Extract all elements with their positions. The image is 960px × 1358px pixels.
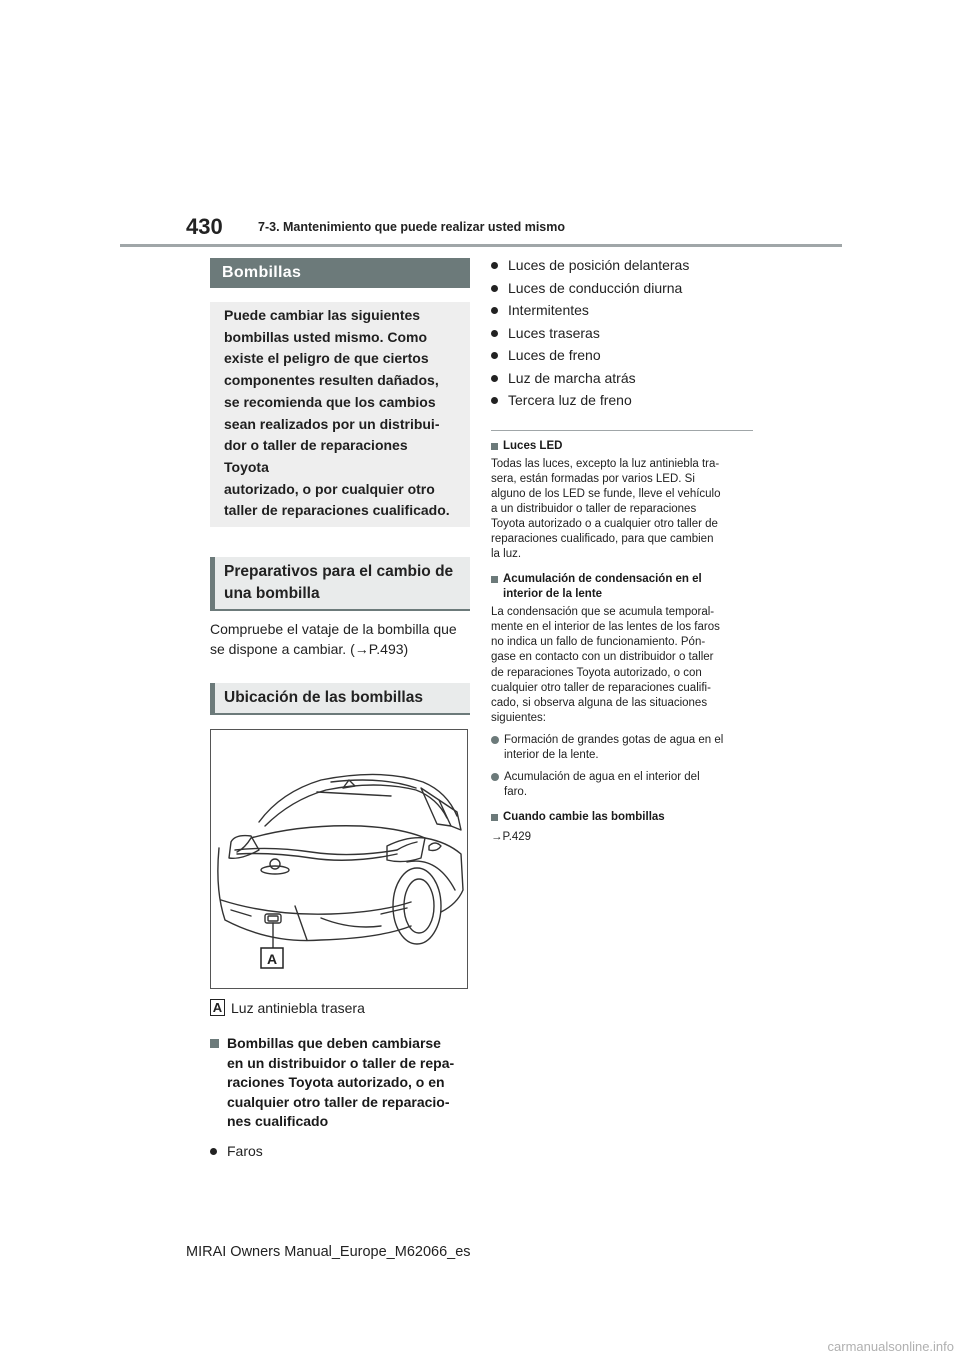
condensation-bullet [491, 770, 753, 800]
page-number: 430 [186, 214, 223, 239]
condensation-bullet [491, 733, 753, 763]
condensation-text-line: de reparaciones Toyota autorizado, o con [491, 666, 702, 679]
notes-divider [491, 430, 753, 431]
caption-text: Luz antiniebla trasera [231, 999, 365, 1016]
car-rear-illustration [211, 730, 467, 988]
bullet-icon [210, 1148, 217, 1155]
dealer-heading-line: raciones Toyota autorizado, o en [227, 1074, 445, 1091]
condensation-text-line: siguientes: [491, 711, 546, 724]
led-text-line: Toyota autorizado o a cualquier otro taller de [491, 517, 718, 530]
section-title-line: Preparativos para el cambio de [224, 563, 454, 581]
list-item [491, 389, 753, 412]
intro-line: componentes resulten dañados, [224, 372, 439, 389]
square-bullet-icon [210, 1039, 219, 1048]
list-item [210, 1140, 470, 1163]
led-text-line: alguno de los LED se funde, lleve el vehículo [491, 487, 721, 500]
bullet-icon [491, 330, 498, 337]
list-item-text: Luces traseras [508, 324, 600, 341]
prep-text-line: se dispone a cambiar. (→P.493) [210, 641, 409, 658]
list-item [491, 344, 753, 367]
figure-caption [210, 999, 470, 1016]
change-heading-text: Cuando cambie las bombillas [503, 811, 665, 824]
condensation-heading-line: Acumulación de condensación en el [503, 573, 702, 586]
change-reference-link[interactable]: →P.429 [491, 831, 532, 844]
list-item [491, 254, 753, 277]
header-rule [120, 244, 842, 247]
led-heading [491, 439, 753, 454]
bullet-icon [491, 307, 498, 314]
led-text-line: a un distribuidor o taller de reparaciones [491, 502, 697, 515]
right-column [491, 254, 753, 845]
footer-manual-name: MIRAI Owners Manual_Europe_M62066_es [186, 1244, 471, 1260]
list-item-text: Intermitentes [508, 302, 589, 318]
intro-line: se recomienda que los cambios [224, 393, 436, 410]
intro-line: dor o taller de reparaciones Toyota [224, 437, 408, 475]
intro-box [210, 302, 470, 527]
chapter-title: 7-3. Mantenimiento que puede realizar usted mismo [258, 220, 566, 234]
list-item-text: Luces de conducción diurna [508, 279, 683, 296]
condensation-text-line: cualquier otro taller de reparaciones cualifi- [491, 681, 711, 694]
list-item-text: Faros [227, 1142, 263, 1159]
circle-bullet-icon [491, 773, 499, 781]
dealer-heading [210, 1034, 470, 1132]
list-item [491, 277, 753, 300]
list-item [491, 322, 753, 345]
condensation-bullet-line: Formación de grandes gotas de agua en el [504, 733, 724, 746]
intro-line: existe el peligro de que ciertos [224, 350, 429, 367]
condensation-text-line: La condensación que se acumula temporal- [491, 606, 715, 619]
square-bullet-icon [491, 576, 498, 583]
section-title-bombillas: Bombillas [210, 258, 470, 288]
condensation-bullet-line: faro. [504, 786, 528, 799]
list-item-text: Luces de freno [508, 347, 601, 363]
prep-text-line: Compruebe el vataje de la bombilla que [210, 621, 457, 638]
condensation-text-line: gase en contacto con un distribuidor o taller [491, 651, 714, 664]
caption-label: A [210, 999, 225, 1016]
square-bullet-icon [491, 814, 498, 821]
condensation-heading [491, 572, 753, 602]
bullet-icon [491, 352, 498, 359]
list-item-text: Tercera luz de freno [508, 392, 632, 408]
condensation-bullet-line: interior de la lente. [504, 749, 599, 761]
list-item [491, 299, 753, 322]
bullet-icon [491, 262, 498, 269]
figure-callout-label: A [266, 951, 278, 968]
dealer-heading-line: Bombillas que deben cambiarse [227, 1035, 441, 1052]
list-item [491, 367, 753, 390]
car-rear-figure [210, 729, 468, 989]
bullet-icon [491, 285, 498, 292]
led-text-line: Todas las luces, excepto la luz antiniebla tra- [491, 457, 720, 470]
section-title-ubicacion [210, 683, 470, 715]
change-heading [491, 810, 753, 825]
intro-line: taller de reparaciones cualificado. [224, 502, 450, 519]
led-text-line: sera, están formadas por varios LED. Si [491, 472, 695, 485]
dealer-heading-line: cualquier otro taller de reparacio- [227, 1093, 450, 1110]
left-column [210, 258, 470, 1162]
prep-text [210, 619, 470, 659]
section-title-line: Ubicación de las bombillas [224, 689, 423, 707]
intro-line: Puede cambiar las siguientes [224, 307, 421, 323]
square-bullet-icon [491, 443, 498, 450]
section-title-preparativos [210, 557, 470, 611]
condensation-text-line: mente en el interior de las lentes de los faros [491, 621, 720, 634]
condensation-heading-line: interior de la lente [503, 588, 603, 601]
bullet-icon [491, 375, 498, 382]
circle-bullet-icon [491, 736, 499, 744]
list-item-text: Luz de marcha atrás [508, 369, 636, 386]
led-text [491, 457, 753, 563]
intro-line: autorizado, o por cualquier otro [224, 480, 435, 497]
condensation-text-line: cado, si observa alguna de las situaciones [491, 696, 708, 709]
section-title-line: una bombilla [224, 585, 320, 603]
led-heading-text: Luces LED [503, 439, 563, 452]
list-item-text: Luces de posición delanteras [508, 257, 690, 273]
led-text-line: la luz. [491, 548, 522, 561]
watermark: carmanualsonline.info [827, 1339, 954, 1354]
intro-line: sean realizados por un distribui- [224, 415, 440, 432]
condensation-text-line: no indica un fallo de funcionamiento. Pón- [491, 636, 706, 649]
bullet-icon [491, 397, 498, 404]
condensation-bullet-line: Acumulación de agua en el interior del [504, 771, 700, 784]
led-text-line: reparaciones cualificado, para que cambien [491, 532, 714, 545]
intro-line: bombillas usted mismo. Como [224, 328, 428, 345]
condensation-text [491, 605, 753, 726]
dealer-heading-line: nes cualificado [227, 1113, 329, 1130]
dealer-heading-line: en un distribuidor o taller de repa- [227, 1054, 455, 1071]
